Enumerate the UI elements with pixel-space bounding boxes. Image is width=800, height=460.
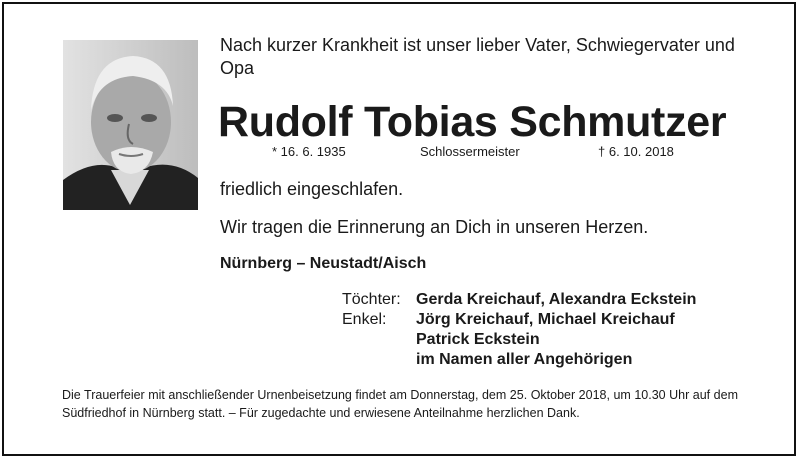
grandchildren-names-2: Patrick Eckstein	[416, 331, 540, 348]
portrait-photo	[63, 40, 198, 210]
family-names	[416, 290, 696, 370]
memory-text: Wir tragen die Erinnerung an Dich in unseren Herzen.	[220, 217, 649, 237]
birth-date: * 16. 6. 1935	[272, 144, 346, 159]
passed-text: friedlich eingeschlafen.	[220, 179, 404, 199]
occupation: Schlossermeister	[420, 144, 520, 159]
daughters-label: Töchter:	[342, 291, 401, 308]
closing-line: im Namen aller Angehörigen	[416, 351, 633, 368]
grandchildren-label: Enkel:	[342, 311, 387, 328]
intro-text: Nach kurzer Krankheit ist unser lieber Vater, Schwiegervater und Opa	[220, 35, 735, 78]
grandchildren-names-1: Jörg Kreichauf, Michael Kreichauf	[416, 311, 675, 328]
deceased-name: Rudolf Tobias Schmutzer	[218, 98, 727, 146]
daughters-names: Gerda Kreichauf, Alexandra Eckstein	[416, 291, 697, 308]
places: Nürnberg – Neustadt/Aisch	[220, 255, 427, 272]
funeral-info: Die Trauerfeier mit anschließender Urnenbeisetzung findet am Donnerstag, dem 25. Oktober 2018, um 10.30 Uhr auf dem Südfriedhof in Nürnberg statt. – Für zugedachte und erwiesene Anteilnahme herzlichen Dank.	[62, 388, 738, 420]
death-date: † 6. 10. 2018	[598, 144, 674, 159]
